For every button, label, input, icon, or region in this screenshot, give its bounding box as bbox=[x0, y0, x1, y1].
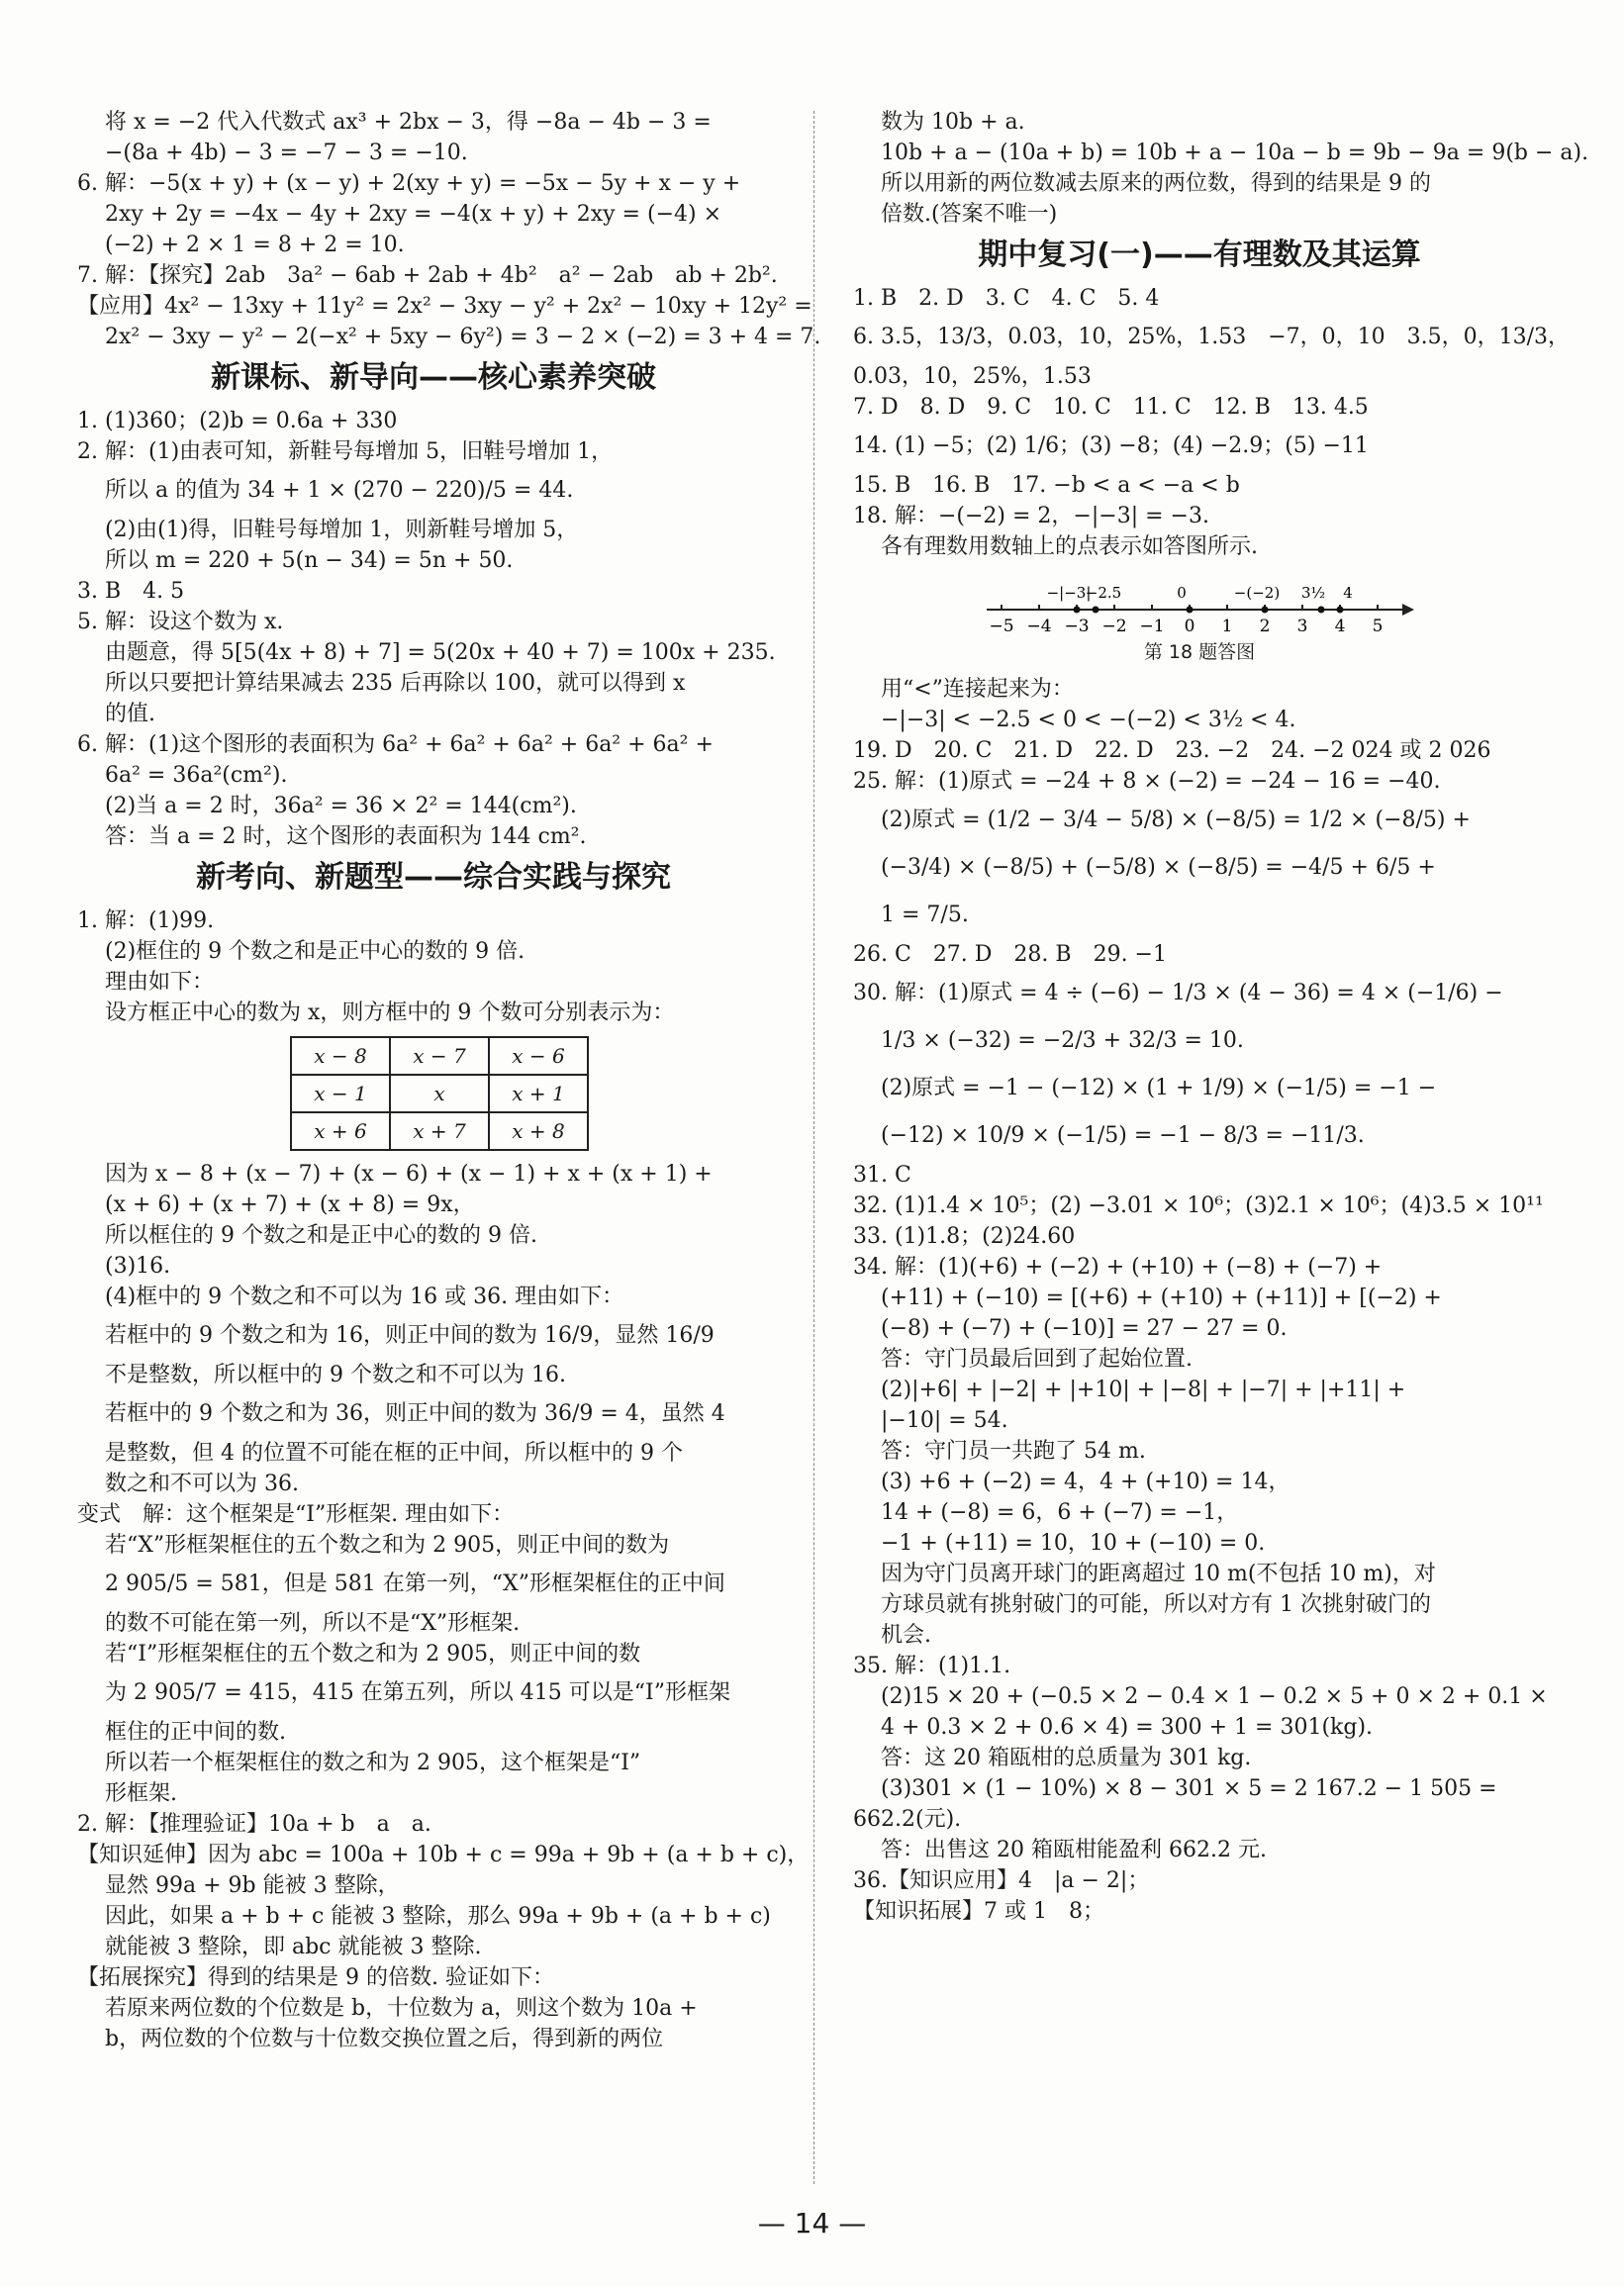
figure-caption: 第 18 题答图 bbox=[1143, 641, 1256, 663]
text-line: 10b + a − (10a + b) = 10b + a − 10a − b = 9b − 9a = 9(b − a). bbox=[881, 141, 1589, 165]
text-line: (−3/4) × (−8/5) + (−5/8) × (−8/5) = −4/5 + 6/5 + bbox=[881, 855, 1436, 880]
text-line: 2 905/5 = 581，但是 581 在第一列，“X”形框架框住的正中间 bbox=[105, 1572, 725, 1596]
point-label: 3½ bbox=[1300, 584, 1326, 602]
text-line: 理由如下： bbox=[105, 970, 215, 995]
grid-cell: x − 8 bbox=[291, 1037, 390, 1075]
text-line: 5. 解：设这个数为 x. bbox=[77, 610, 284, 634]
text-line: 若“X”形框架框住的五个数之和为 2 905，则正中间的数为 bbox=[105, 1533, 670, 1558]
number-line-figure bbox=[982, 568, 1417, 637]
nine-number-grid bbox=[290, 1036, 589, 1151]
text-line: 33. (1)1.8；(2)24.60 bbox=[853, 1224, 1076, 1249]
text-line: 不是整数，所以框中的 9 个数之和不可以为 16. bbox=[105, 1363, 566, 1387]
text-line: (2)15 × 20 + (−0.5 × 2 − 0.4 × 1 − 0.2 × 5 + 0 × 2 + 0.1 × bbox=[881, 1684, 1548, 1709]
number-point bbox=[1262, 607, 1269, 614]
text-line: (−12) × 10/9 × (−1/5) = −1 − 8/3 = −11/3. bbox=[881, 1123, 1365, 1148]
text-line: 倍数.(答案不唯一) bbox=[881, 202, 1058, 227]
grid-cell: x + 6 bbox=[291, 1112, 390, 1150]
text-line: 25. 解：(1)原式 = −24 + 8 × (−2) = −24 − 16 = −40. bbox=[853, 769, 1441, 794]
grid-cell: x − 1 bbox=[291, 1075, 390, 1112]
tick-label: −4 bbox=[1026, 617, 1052, 636]
number-point bbox=[1337, 607, 1344, 614]
text-line: 将 x = −2 代入代数式 ax³ + 2bx − 3，得 −8a − 4b − 3 = bbox=[105, 110, 712, 135]
right-block-b bbox=[853, 283, 1571, 562]
point-label: −(−2) bbox=[1233, 584, 1281, 602]
grid-cell: x + 7 bbox=[390, 1112, 489, 1150]
text-line: b，两位数的个位数与十位数交换位置之后，得到新的两位 bbox=[105, 2027, 664, 2051]
text-line: (2)框住的 9 个数之和是正中心的数的 9 倍. bbox=[105, 939, 525, 964]
left-block-d bbox=[77, 1159, 810, 2054]
text-line: 所以只要把计算结果减去 235 后再除以 100，就可以得到 x bbox=[105, 671, 686, 696]
text-line: 1. (1)360；(2)b = 0.6a + 330 bbox=[77, 409, 398, 433]
text-line: 是整数，但 4 的位置不可能在框的正中间，所以框中的 9 个 bbox=[105, 1441, 683, 1466]
text-line: 1/3 × (−32) = −2/3 + 32/3 = 10. bbox=[881, 1028, 1244, 1053]
section-title-midterm-review: 期中复习(一)——有理数及其运算 bbox=[978, 238, 1421, 272]
grid-cell: x + 1 bbox=[489, 1075, 588, 1112]
text-line: 1 = 7/5. bbox=[881, 903, 969, 927]
page-number: — 14 — bbox=[757, 2207, 867, 2239]
left-block-a bbox=[77, 107, 821, 352]
text-line: 所以框住的 9 个数之和是正中心的数的 9 倍. bbox=[105, 1223, 537, 1248]
grid-row bbox=[291, 1075, 588, 1112]
grid-row bbox=[291, 1037, 588, 1075]
text-line: 的值. bbox=[105, 702, 155, 726]
axis-arrow-icon bbox=[1402, 604, 1414, 616]
text-line: 6. 解：(1)这个图形的表面积为 6a² + 6a² + 6a² + 6a² + 6a² + bbox=[77, 732, 714, 757]
text-line: 答：守门员一共跑了 54 m. bbox=[881, 1439, 1146, 1464]
number-point bbox=[1187, 607, 1194, 614]
left-block-c bbox=[77, 905, 790, 1028]
text-line: 设方框正中心的数为 x，则方框中的 9 个数可分别表示为： bbox=[105, 1000, 675, 1025]
text-line: 因为守门员离开球门的距离超过 10 m(不包括 10 m)，对 bbox=[881, 1562, 1436, 1586]
text-line: 数为 10b + a. bbox=[881, 110, 1025, 135]
text-line: 用“<”连接起来为： bbox=[881, 677, 1074, 702]
text-line: (−2) + 2 × 1 = 8 + 2 = 10. bbox=[105, 233, 405, 257]
text-line: 所以 m = 220 + 5(n − 34) = 5n + 50. bbox=[105, 548, 514, 573]
grid-row bbox=[291, 1112, 588, 1150]
column-divider bbox=[813, 111, 814, 2184]
text-line: 2x² − 3xy − y² − 2(−x² + 5xy − 6y²) = 3 − 2 × (−2) = 3 + 4 = 7. bbox=[105, 325, 821, 349]
text-line: 所以 a 的值为 34 + 1 × (270 − 220)/5 = 44. bbox=[105, 478, 574, 503]
tick-label: 1 bbox=[1221, 617, 1233, 636]
text-line: (4)框中的 9 个数之和不可以为 16 或 36. 理由如下： bbox=[105, 1285, 624, 1309]
text-line: 1. 解：(1)99. bbox=[77, 908, 215, 933]
text-line: 15. B 16. B 17. −b < a < −a < b bbox=[853, 473, 1240, 498]
text-line: 32. (1)1.4 × 10⁵；(2) −3.01 × 10⁶；(3)2.1 × 10⁶；(4)3.5 × 10¹¹ bbox=[853, 1193, 1544, 1218]
text-line: −(8a + 4b) − 3 = −7 − 3 = −10. bbox=[105, 141, 468, 165]
text-line: 变式 解：这个框架是“I”形框架. 理由如下： bbox=[77, 1502, 515, 1527]
left-column bbox=[77, 107, 821, 2054]
text-line: 所以若一个框架框住的数之和为 2 905，这个框架是“I” bbox=[105, 1751, 641, 1775]
point-label: −2.5 bbox=[1085, 584, 1122, 602]
text-line: 7. D 8. D 9. C 10. C 11. C 12. B 13. 4.5 bbox=[853, 395, 1369, 420]
text-line: 若框中的 9 个数之和为 16，则正中间的数为 16/9，显然 16/9 bbox=[105, 1323, 715, 1348]
left-block-b bbox=[77, 406, 790, 852]
text-line: (2)|+6| + |−2| + |+10| + |−8| + |−7| + |+11| + bbox=[881, 1378, 1406, 1402]
text-line: 36.【知识应用】4 |a − 2|； bbox=[853, 1868, 1150, 1893]
text-line: 因此，如果 a + b + c 能被 3 整除，那么 99a + 9b + (a + b + c) bbox=[105, 1904, 771, 1929]
text-line: 形框架. bbox=[105, 1781, 177, 1806]
tick-label: 0 bbox=[1184, 617, 1195, 636]
text-line: 由题意，得 5[5(4x + 8) + 7] = 5(20x + 40 + 7) = 100x + 235. bbox=[105, 640, 776, 665]
text-line: 【应用】4x² − 13xy + 11y² = 2x² − 3xy − y² + 2x² − 10xy + 12y² = bbox=[77, 294, 812, 319]
text-line: 6a² = 36a²(cm²). bbox=[105, 763, 288, 788]
number-point bbox=[1318, 607, 1325, 614]
text-line: −1 + (+11) = 10，10 + (−10) = 0. bbox=[881, 1531, 1266, 1556]
grid-cell: x bbox=[390, 1075, 489, 1112]
point-label: 4 bbox=[1343, 584, 1353, 602]
text-line: (+11) + (−10) = [(+6) + (+10) + (+11)] + [(−2) + bbox=[881, 1286, 1442, 1310]
text-line: 的数不可能在第一列，所以不是“X”形框架. bbox=[105, 1611, 521, 1636]
text-line: 框住的正中间的数. bbox=[105, 1720, 286, 1745]
text-line: 0.03，10，25%，1.53 bbox=[853, 364, 1092, 389]
text-line: 35. 解：(1)1.1. bbox=[853, 1654, 1011, 1678]
tick-label: 5 bbox=[1372, 617, 1384, 636]
text-line: 1. B 2. D 3. C 4. C 5. 4 bbox=[853, 286, 1160, 311]
text-line: 各有理数用数轴上的点表示如答图所示. bbox=[881, 534, 1258, 559]
point-label: 0 bbox=[1177, 584, 1187, 602]
text-line: (2)原式 = −1 − (−12) × (1 + 1/9) × (−1/5) = −1 − bbox=[881, 1076, 1437, 1100]
text-line: (3)16. bbox=[105, 1254, 171, 1279]
text-line: 若“I”形框架框住的五个数之和为 2 905，则正中间的数 bbox=[105, 1642, 641, 1667]
number-point bbox=[1093, 607, 1099, 614]
right-block-c bbox=[853, 674, 1546, 1927]
text-line: |−10| = 54. bbox=[881, 1408, 1008, 1433]
text-line: 6. 解：−5(x + y) + (x − y) + 2(xy + y) = −5x − 5y + x − y + bbox=[77, 171, 741, 196]
text-line: 7. 解：【探究】2ab 3a² − 6ab + 2ab + 4b² a² − 2ab ab + 2b². bbox=[77, 263, 778, 288]
text-line: 显然 99a + 9b 能被 3 整除， bbox=[105, 1873, 400, 1898]
text-line: 若原来两位数的个位数是 b，十位数为 a，则这个数为 10a + bbox=[105, 1996, 698, 2021]
text-line: 方球员就有挑射破门的可能，所以对方有 1 次挑射破门的 bbox=[881, 1592, 1431, 1617]
tick-label: 4 bbox=[1334, 617, 1346, 636]
text-line: 数之和不可以为 36. bbox=[105, 1472, 299, 1496]
number-point bbox=[1074, 607, 1081, 614]
tick-label: −5 bbox=[989, 617, 1014, 636]
text-line: 14 + (−8) = 6，6 + (−7) = −1， bbox=[881, 1500, 1239, 1525]
text-line: 30. 解：(1)原式 = 4 ÷ (−6) − 1/3 × (4 − 36) = 4 × (−1/6) − bbox=[853, 981, 1503, 1005]
text-line: −|−3| < −2.5 < 0 < −(−2) < 3½ < 4. bbox=[881, 708, 1296, 732]
text-line: 2xy + 2y = −4x − 4y + 2xy = −4(x + y) + 2xy = (−4) × bbox=[105, 202, 722, 227]
text-line: 662.2(元). bbox=[853, 1807, 962, 1832]
text-line: (2)由(1)得，旧鞋号每增加 1，则新鞋号增加 5， bbox=[105, 518, 579, 542]
point-label: −|−3| bbox=[1046, 584, 1092, 602]
text-line: 18. 解：−(−2) = 2，−|−3| = −3. bbox=[853, 504, 1209, 528]
text-line: 所以用新的两位数减去原来的两位数，得到的结果是 9 的 bbox=[881, 171, 1431, 196]
tick-label: −3 bbox=[1064, 617, 1090, 636]
text-line: 若框中的 9 个数之和为 36，则正中间的数为 36/9 = 4，虽然 4 bbox=[105, 1401, 725, 1426]
text-line: (2)原式 = (1/2 − 3/4 − 5/8) × (−8/5) = 1/2 × (−8/5) + bbox=[881, 808, 1471, 832]
text-line: 答：出售这 20 箱瓯柑能盈利 662.2 元. bbox=[881, 1838, 1267, 1862]
section-title-core-literacy: 新课标、新导向——核心素养突破 bbox=[211, 360, 656, 395]
tick-label: −2 bbox=[1101, 617, 1127, 636]
text-line: (x + 6) + (x + 7) + (x + 8) = 9x， bbox=[105, 1192, 475, 1217]
text-line: 答：当 a = 2 时，这个图形的表面积为 144 cm². bbox=[105, 824, 587, 849]
right-column bbox=[853, 107, 1589, 1927]
text-line: 【知识拓展】7 或 1 8； bbox=[853, 1899, 1104, 1924]
text-line: 31. C bbox=[853, 1163, 911, 1188]
text-line: 【知识延伸】因为 abc = 100a + 10b + c = 99a + 9b + (a + b + c)， bbox=[77, 1843, 810, 1867]
grid-cell: x − 7 bbox=[390, 1037, 489, 1075]
text-line: 6. 3.5，13/3，0.03，10，25%，1.53 −7，0，10 3.5，0，13/3， bbox=[853, 325, 1571, 349]
text-line: 【拓展探究】得到的结果是 9 的倍数. 验证如下： bbox=[77, 1965, 554, 1990]
text-line: 14. (1) −5；(2) 1/6；(3) −8；(4) −2.9；(5) −11 bbox=[853, 433, 1369, 458]
grid-cell: x + 8 bbox=[489, 1112, 588, 1150]
text-line: 答：这 20 箱瓯柑的总质量为 301 kg. bbox=[881, 1746, 1252, 1770]
text-line: 就能被 3 整除，即 abc 就能被 3 整除. bbox=[105, 1935, 482, 1959]
text-line: 4 + 0.3 × 2 + 0.6 × 4) = 300 + 1 = 301(kg). bbox=[881, 1715, 1374, 1740]
text-line: 26. C 27. D 28. B 29. −1 bbox=[853, 942, 1167, 967]
text-line: 机会. bbox=[881, 1623, 931, 1648]
text-line: 3. B 4. 5 bbox=[77, 579, 185, 604]
text-line: (3) +6 + (−2) = 4，4 + (+10) = 14， bbox=[881, 1470, 1290, 1494]
section-title-practice-inquiry: 新考向、新题型——综合实践与探究 bbox=[196, 860, 671, 895]
text-line: 答：守门员最后回到了起始位置. bbox=[881, 1347, 1193, 1372]
tick-label: 2 bbox=[1259, 617, 1271, 636]
text-line: 2. 解：【推理验证】10a + b a a. bbox=[77, 1812, 431, 1837]
text-line: 因为 x − 8 + (x − 7) + (x − 6) + (x − 1) + x + (x + 1) + bbox=[105, 1162, 713, 1187]
text-line: 为 2 905/7 = 415，415 在第五列，所以 415 可以是“I”形框架 bbox=[105, 1680, 730, 1705]
text-line: 34. 解：(1)(+6) + (−2) + (+10) + (−8) + (−7) + bbox=[853, 1255, 1383, 1280]
text-line: (3)301 × (1 − 10%) × 8 − 301 × 5 = 2 167.2 − 1 505 = bbox=[881, 1776, 1497, 1801]
grid-cell: x − 6 bbox=[489, 1037, 588, 1075]
right-block-a bbox=[853, 107, 1589, 230]
tick-label: 3 bbox=[1296, 617, 1308, 636]
tick-label: −1 bbox=[1139, 617, 1165, 636]
text-line: 2. 解：(1)由表可知，新鞋号每增加 5，旧鞋号增加 1， bbox=[77, 439, 614, 464]
text-line: 19. D 20. C 21. D 22. D 23. −2 24. −2 024 或 2 026 bbox=[853, 738, 1491, 763]
text-line: (2)当 a = 2 时，36a² = 36 × 2² = 144(cm²). bbox=[105, 794, 577, 818]
text-line: (−8) + (−7) + (−10)] = 27 − 27 = 0. bbox=[881, 1316, 1288, 1341]
